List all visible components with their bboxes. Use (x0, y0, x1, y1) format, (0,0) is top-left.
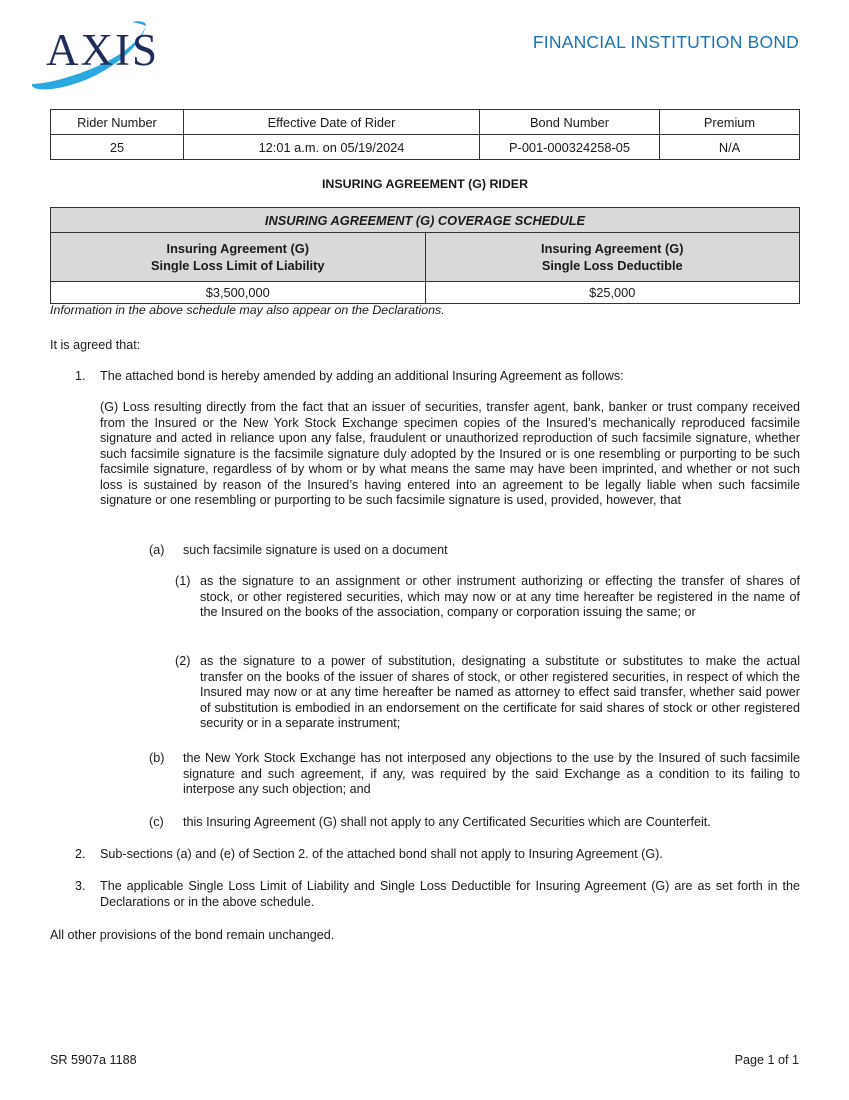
logo-wordmark: AXIS (46, 25, 160, 75)
schedule-title-row (51, 208, 800, 233)
item-number: 2. (75, 847, 86, 861)
item-label: (a) (149, 543, 165, 557)
header-bond-number: Bond Number (480, 110, 660, 135)
item-text: the New York Stock Exchange has not interposed any objections to the use by the Insured of such facsimile signature and such agreement, if any, was required by the said Exchange as a condition to its failing to interpose any such objection; and (183, 751, 800, 796)
item-text: this Insuring Agreement (G) shall not apply to any Certificated Securities which are Counterfeit. (183, 815, 711, 829)
item-text: The applicable Single Loss Limit of Liability and Single Loss Deductible for Insuring Agreement (G) are as set forth in the Declarations or in the above schedule. (100, 879, 800, 909)
deductible-value: $25,000 (425, 282, 800, 304)
item-label: (2) (175, 654, 191, 668)
effective-date-value: 12:01 a.m. on 05/19/2024 (184, 135, 480, 160)
list-item-a1 (175, 574, 800, 621)
limit-column-header (51, 233, 426, 282)
form-number: SR 5907a 1188 (50, 1053, 137, 1067)
intro-text: It is agreed that: (50, 338, 141, 352)
axis-logo (28, 18, 160, 94)
bond-number-value: P-001-000324258-05 (480, 135, 660, 160)
table-row (51, 282, 800, 304)
rider-info-table (50, 109, 800, 160)
list-item-b (149, 751, 800, 798)
item-label: (c) (149, 815, 164, 829)
item-text: Sub-sections (a) and (e) of Section 2. of the attached bond shall not apply to Insuring Agreement (G). (100, 847, 663, 861)
item-text: such facsimile signature is used on a document (183, 543, 448, 557)
coverage-schedule-table (50, 207, 800, 304)
item-text: as the signature to an assignment or other instrument authorizing or effecting the transfer of shares of stock, or other registered securities, which may now or at any time hereafter be registered in the name of the Insured on the books of the association, company or corporation issuing the same; or (200, 574, 800, 619)
table-header-row (51, 110, 800, 135)
item-number: 3. (75, 879, 86, 893)
item-label: (b) (149, 751, 165, 765)
header-premium: Premium (660, 110, 800, 135)
schedule-columns-row (51, 233, 800, 282)
deductible-header-line2: Single Loss Deductible (541, 258, 683, 273)
item-number: 1. (75, 369, 86, 383)
insuring-agreement-g-paragraph: (G) Loss resulting directly from the fact that an issuer of securities, transfer agent, bank, banker or trust company received from the Insured or the New York Stock Exchange specimen copies of the Insured’s mechanically reproduced facsimile signature and acted in reliance upon any false, fraudulent or unauthorized reproduction of such facsimile signature, whether such facsimile signature is the facsimile signature duly adopted by the Insured or is one resembling or purporting to be such facsimile signature, regardless of by whom or by what means the same may have been imprinted, and whether or not such loss is sustained by reason of the Insured’s having entered into an agreement to be legally liable when such facsimile signature or one resembling or purporting to be such facsimile signature is used, provided, however, that (100, 400, 800, 507)
header-effective-date: Effective Date of Rider (184, 110, 480, 135)
item-label: (1) (175, 574, 191, 588)
header-rider-number: Rider Number (51, 110, 184, 135)
deductible-column-header (425, 233, 800, 282)
limit-value: $3,500,000 (51, 282, 426, 304)
closing-text: All other provisions of the bond remain unchanged. (50, 928, 335, 942)
document-title: FINANCIAL INSTITUTION BOND (532, 32, 799, 52)
page-number: Page 1 of 1 (734, 1053, 799, 1067)
deductible-header-line1: Insuring Agreement (G) (541, 240, 684, 256)
schedule-note: Information in the above schedule may also appear on the Declarations. (50, 303, 445, 317)
list-item-3 (50, 879, 800, 910)
limit-header-line2: Single Loss Limit of Liability (151, 258, 325, 273)
item-text: The attached bond is hereby amended by adding an additional Insuring Agreement as follows: (100, 369, 624, 383)
rider-title: INSURING AGREEMENT (G) RIDER (321, 177, 529, 191)
item-text: as the signature to a power of substitution, designating a substitute or substitutes to make the actual transfer on the books of the issuer of shares of stock, or other registered securities, in respect of which the Insured may now or at any time hereafter be named as attorney to effect said transfer, whether said power of substitution is embodied in an endorsement on the certificate for said shares of stock or other registered security or in a separate instrument; (200, 654, 800, 730)
premium-value: N/A (660, 135, 800, 160)
schedule-title: INSURING AGREEMENT (G) COVERAGE SCHEDULE (51, 208, 800, 233)
limit-header-line1: Insuring Agreement (G) (166, 240, 309, 256)
table-row (51, 135, 800, 160)
list-item-a2 (175, 654, 800, 732)
rider-number-value: 25 (51, 135, 184, 160)
